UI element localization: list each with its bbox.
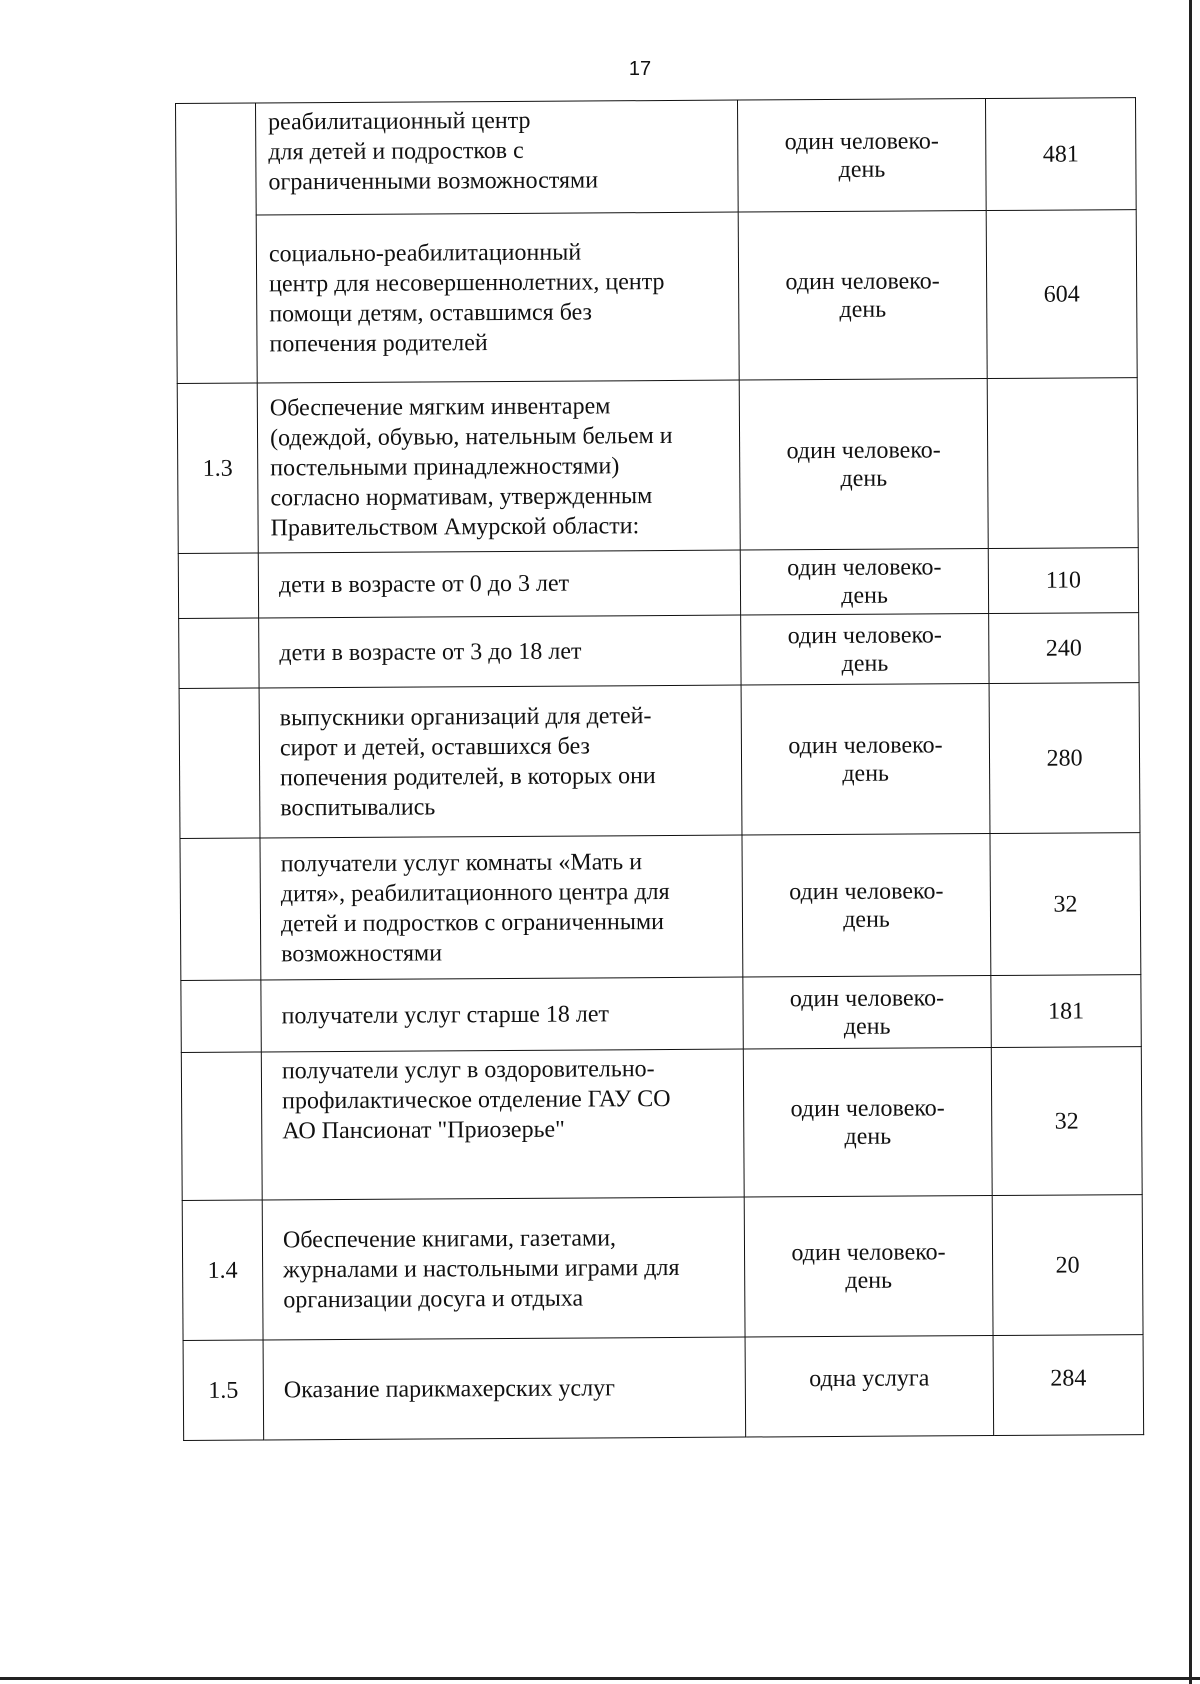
row-number: 1.4 [182, 1200, 263, 1340]
row-number [180, 838, 261, 980]
table-row [179, 683, 1140, 839]
row-description: социально-реабилитационный центр для несовершеннолетних, центр помощи детям, оставшимся без попечения родителей [256, 212, 739, 383]
table-row [178, 548, 1138, 619]
row-description: реабилитационный центр для детей и подростков с ограниченными возможностями [256, 100, 739, 215]
row-value: 20 [992, 1195, 1143, 1336]
row-number [178, 553, 258, 618]
row-description: дети в возрасте от 0 до 3 лет [258, 550, 740, 618]
row-unit: один человеко- день [740, 549, 988, 616]
row-unit: один человеко- день [737, 99, 986, 213]
row-unit: один человеко- день [743, 1048, 992, 1198]
row-description: получатели услуг комнаты «Мать и дитя», реабилитационного центра для детей и подростков с ограниченными возможностями [260, 835, 743, 980]
scan-edge-bottom [0, 1677, 1200, 1680]
row-value: 280 [989, 683, 1140, 834]
row-unit: одна услуга [745, 1336, 994, 1438]
row-unit: один человеко- день [743, 976, 991, 1050]
row-value: 32 [990, 833, 1141, 976]
row-number: 1.5 [183, 1340, 264, 1440]
table-row [181, 975, 1141, 1053]
table-row [180, 833, 1141, 981]
table-row [182, 1195, 1143, 1341]
row-value: 284 [993, 1335, 1144, 1436]
row-number [179, 618, 259, 688]
page-number: 17 [628, 58, 652, 80]
row-number [181, 1052, 262, 1200]
table-row [176, 210, 1137, 384]
table-row [181, 1047, 1142, 1201]
row-description: выпускники организаций для детей- сирот и детей, оставшихся без попечения родителей, в которых они воспитывались [259, 685, 742, 838]
row-description: Оказание парикмахерских услуг [263, 1337, 746, 1440]
row-number [181, 980, 261, 1052]
row-number [179, 688, 260, 838]
row-unit: один человеко- день [742, 834, 991, 978]
row-unit: один человеко- день [741, 614, 989, 686]
table-row [177, 378, 1138, 554]
row-value: 604 [986, 210, 1137, 379]
row-description: получатели услуг старше 18 лет [261, 977, 743, 1052]
row-description: получатели услуг в оздоровительно- профилактическое отделение ГАУ СО АО Пансионат "Приозерье" [261, 1049, 744, 1200]
row-value: 240 [989, 613, 1139, 684]
row-number: 1.3 [177, 383, 258, 553]
row-description: Обеспечение книгами, газетами, журналами и настольными играми для организации досуга и отдыха [262, 1197, 745, 1340]
table-row [176, 98, 1137, 216]
row-value: 481 [985, 98, 1136, 211]
row-description: Обеспечение мягким инвентарем (одеждой, обувью, нательным бельем и постельными принадлежностями) согласно нормативам, утвержденным Правительством Амурской области: [257, 380, 740, 553]
tariff-table [175, 97, 1144, 1441]
row-unit: один человеко- день [744, 1196, 993, 1338]
scan-edge-right [1189, 0, 1192, 1684]
row-unit: один человеко- день [741, 684, 990, 836]
row-number [176, 103, 258, 383]
table-row [183, 1335, 1144, 1441]
row-unit: один человеко- день [738, 211, 987, 381]
row-value: 32 [991, 1047, 1142, 1196]
row-value [987, 378, 1138, 549]
table-row [179, 613, 1139, 689]
row-value: 110 [988, 548, 1138, 614]
row-description: дети в возрасте от 3 до 18 лет [259, 615, 741, 688]
row-value: 181 [991, 975, 1141, 1048]
row-unit: один человеко- день [739, 379, 988, 551]
